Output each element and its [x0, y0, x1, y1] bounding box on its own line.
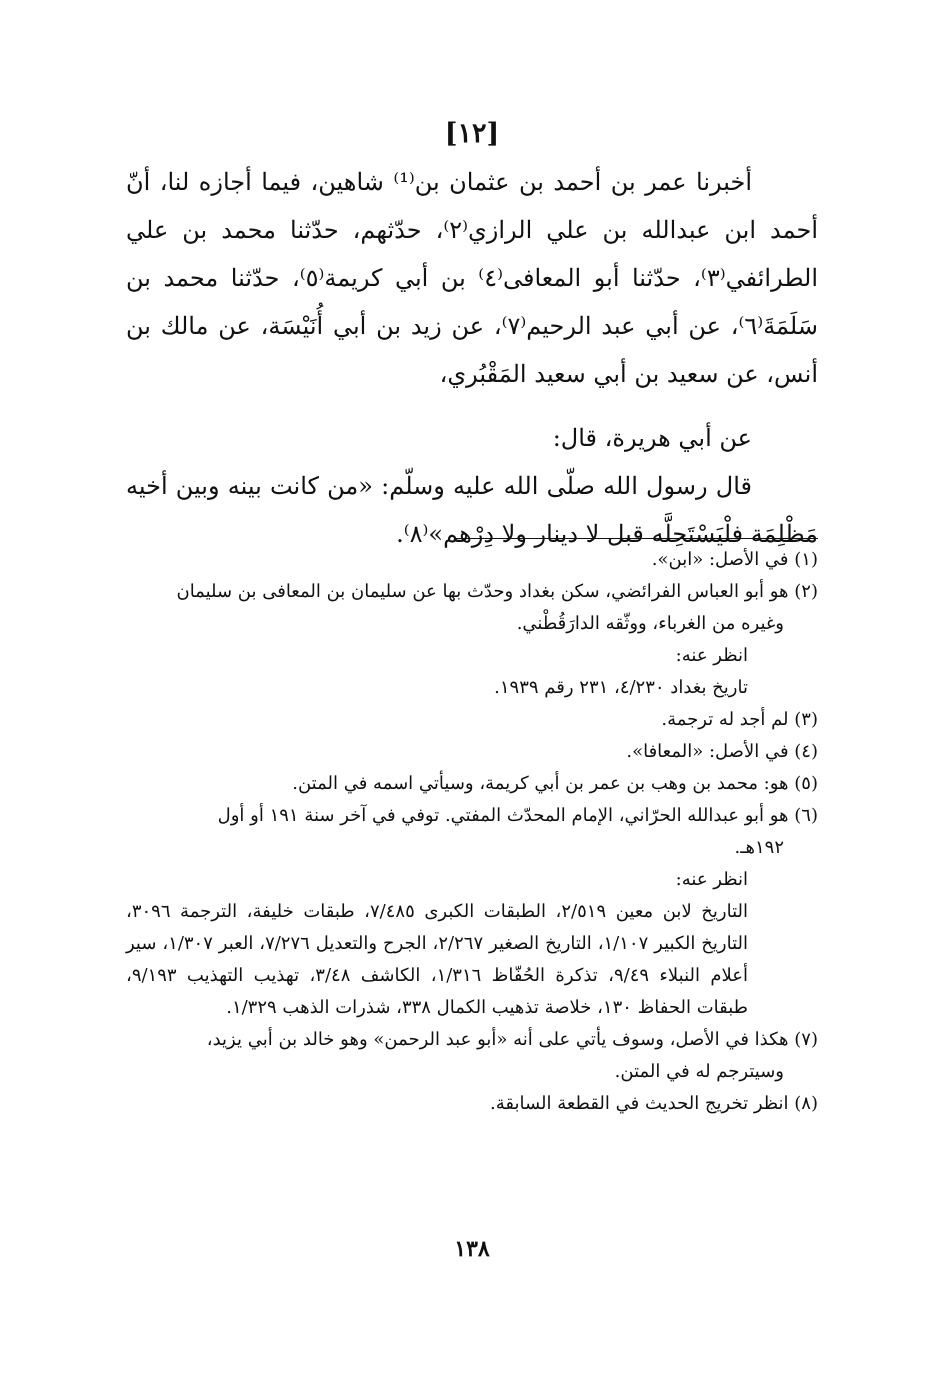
- hadith-number: [١٢]: [444, 118, 500, 149]
- footnote-continuation: ١٩٢هـ.: [734, 837, 784, 858]
- footnote-8: [126, 1088, 818, 1120]
- footnote-text: (٥) هو: محمد بن وهب بن عمر بن أبي كريمة، وسيأتي اسمه في المتن.: [292, 773, 818, 794]
- main-text: [126, 158, 818, 558]
- footnote-text: (١) في الأصل: «ابن».: [651, 549, 818, 570]
- footnote-6: [126, 800, 818, 1024]
- narrator-line: عن أبي هريرة، قال:: [552, 424, 752, 452]
- footnote-5: [126, 768, 818, 800]
- footnote-text: (٤) في الأصل: «المعافا».: [626, 741, 818, 762]
- footnote-see-label: انظر عنه:: [675, 645, 748, 666]
- footnote-7: [126, 1024, 818, 1088]
- hadith-matn: قال رسول الله صلّى الله عليه وسلّم: «من كانت بينه وبين أخيه مَظْلِمَة فلْيَسْتَحِلَّه قبل لا دينار ولا دِرْهم»⁽٨⁾.: [126, 472, 818, 548]
- footnote-text: (٣) لم أجد له ترجمة.: [661, 709, 818, 730]
- page-number: ١٣٨: [454, 1236, 490, 1262]
- isnad-chain: أخبرنا عمر بن أحمد بن عثمان بن⁽¹⁾ شاهين، فيما أجازه لنا، أنّ أحمد ابن عبدالله بن علي الرازي⁽٢⁾، حدّثهم، حدّثنا محمد بن علي الطرائفي⁽٣⁾، حدّثنا أبو المعافى⁽٤⁾ بن أبي كريمة⁽٥⁾، حدّثنا محمد بن سَلَمَةَ⁽٦⁾، عن أبي عبد الرحيم⁽٧⁾، عن زيد بن أبي أُنَيْسَة، عن مالك بن أنس، عن سعيد بن أبي سعيد المَقْبُري،: [126, 168, 818, 388]
- footnote-text: (٢) هو أبو العباس الفرائضي، سكن بغداد وحدّث بها عن سليمان بن المعافى بن سليمان: [176, 581, 818, 602]
- footnote-see-label: انظر عنه:: [675, 869, 748, 890]
- footnote-continuation: وسيترجم له في المتن.: [614, 1061, 784, 1082]
- footnote-text: (٨) انظر تخريج الحديث في القطعة السابقة.: [489, 1093, 818, 1114]
- footnotes: [126, 544, 818, 1120]
- footnote-4: [126, 736, 818, 768]
- footnote-1: [126, 544, 818, 576]
- footnote-2: [126, 576, 818, 704]
- footnote-sources: التاريخ لابن معين ٢/٥١٩، الطبقات الكبرى ٧/٤٨٥، طبقات خليفة، الترجمة ٣٠٩٦، التاريخ الكبير ١/١٠٧، التاريخ الصغير ٢/٢٦٧، الجرح والتعديل ٧/٢٧٦، العبر ١/٣٠٧، سير أعلام النبلاء ٩/٤٩، تذكرة الحُفّاظ ١/٣١٦، الكاشف ٣/٤٨، تهذيب التهذيب ٩/١٩٣، طبقات الحفاظ ١٣٠، خلاصة تذهيب الكمال ٣٣٨، شذرات الذهب ١/٣٢٩.: [126, 901, 749, 1018]
- footnote-text: (٧) هكذا في الأصل، وسوف يأتي على أنه «أبو عبد الرحمن» وهو خالد بن أبي يزيد،: [206, 1029, 818, 1050]
- footnote-sources: تاريخ بغداد ٤/٢٣٠، ٢٣١ رقم ١٩٣٩.: [494, 677, 748, 698]
- footnote-3: [126, 704, 818, 736]
- footnote-divider: [454, 538, 818, 539]
- footnote-text: (٦) هو أبو عبدالله الحرّاني، الإمام المحدّث المفتي. توفي في آخر سنة ١٩١ أو أول: [217, 805, 818, 826]
- footnote-continuation: وغيره من الغرباء، ووثّقه الدارَقُطْني.: [516, 613, 784, 634]
